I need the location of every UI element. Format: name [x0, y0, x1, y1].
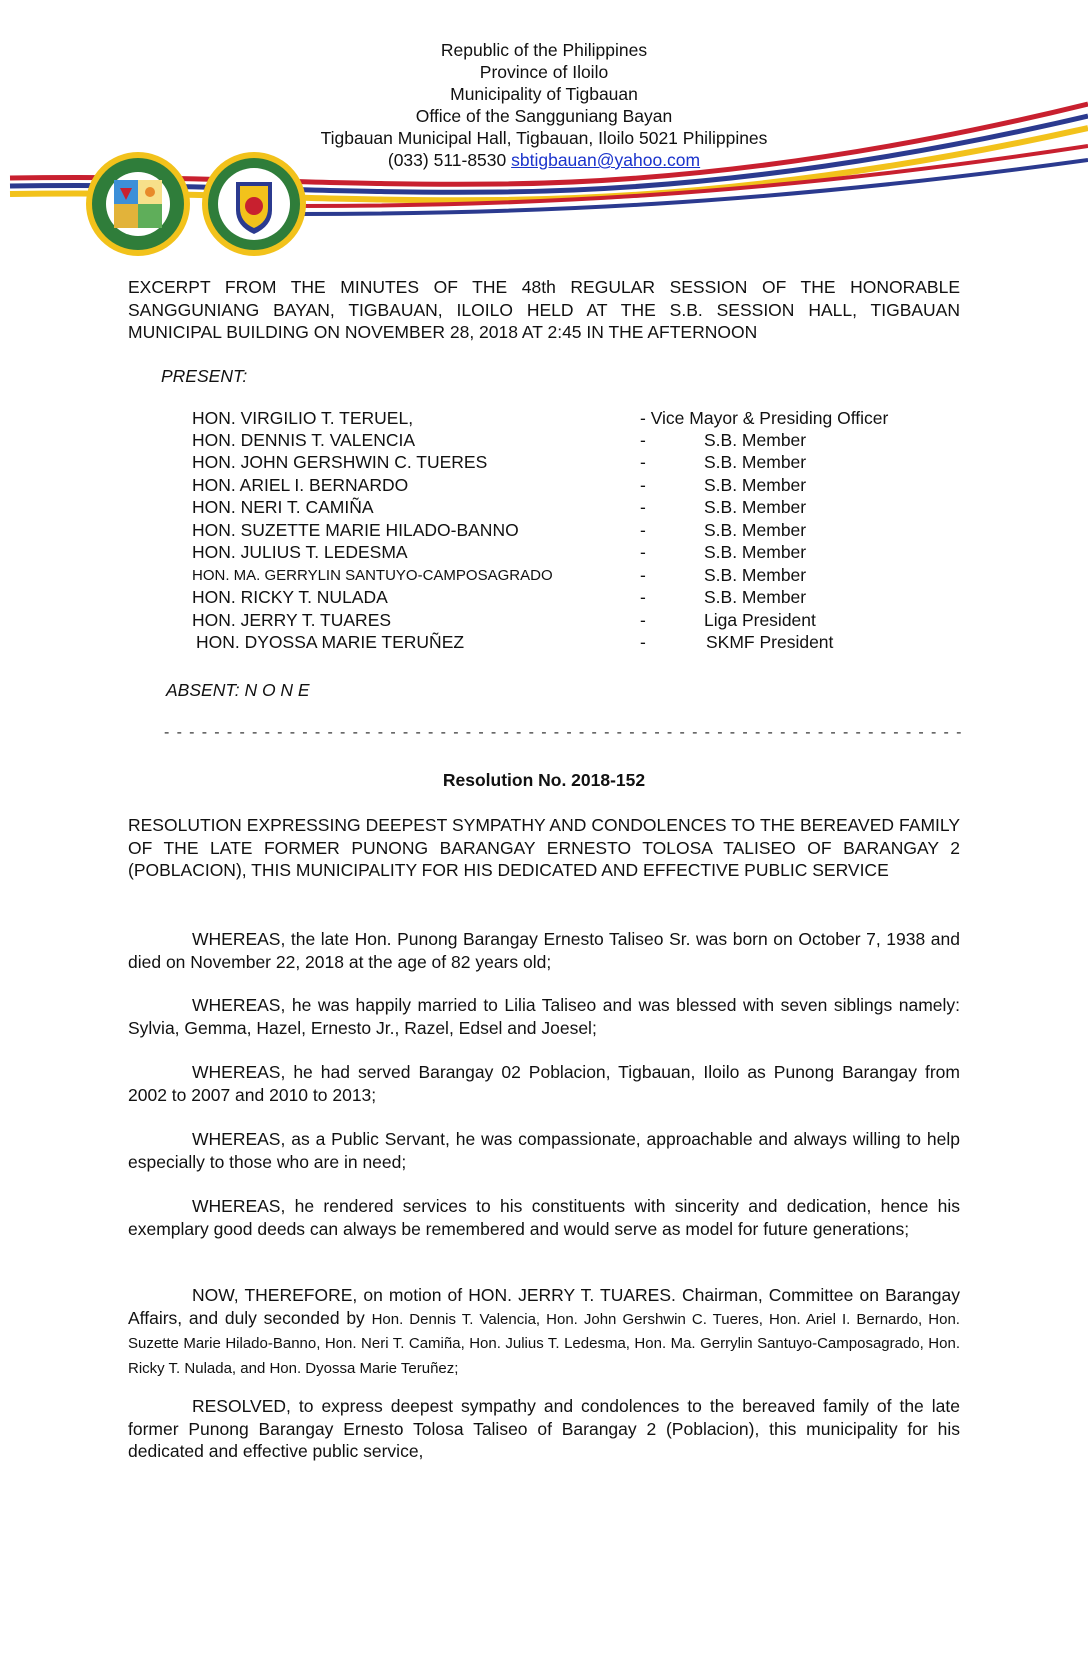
attendee-name: HON. VIRGILIO T. TERUEL, [192, 408, 414, 428]
attendee-position: - Vice Mayor & Presiding Officer [640, 408, 889, 428]
whereas-5: WHEREAS, he rendered services to his constituents with sincerity and dedication, hence his exemplary good deeds can always be remembered and would serve as model for future generations; [128, 1196, 960, 1239]
attendee-name: HON. DYOSSA MARIE TERUÑEZ [196, 632, 465, 652]
attendee-row [0, 475, 1088, 497]
attendee-position: Liga President [704, 610, 816, 630]
excerpt-heading: EXCERPT FROM THE MINUTES OF THE 48th REGULAR SESSION OF THE HONORABLE SANGGUNIANG BAYAN, TIGBAUAN, ILOILO HELD AT THE S.B. SESSION HALL, TIGBAUAN MUNICIPAL BUILDING ON NOVEMBER 28, 2018 AT 2:45 IN THE AFTERNOON [128, 277, 960, 342]
attendee-position: S.B. Member [704, 430, 807, 450]
attendee-dash: - [640, 565, 646, 585]
whereas-3: WHEREAS, he had served Barangay 02 Poblacion, Tigbauan, Iloilo as Punong Barangay from 2002 to 2007 and 2010 to 2013; [128, 1062, 960, 1105]
whereas-1: WHEREAS, the late Hon. Punong Barangay Ernesto Taliseo Sr. was born on October 7, 1938 and died on November 22, 2018 at the age of 82 years old; [128, 929, 960, 972]
attendee-position: S.B. Member [704, 565, 807, 585]
attendee-row [0, 408, 1088, 430]
attendee-row [0, 610, 1088, 632]
attendee-row [0, 632, 1088, 654]
now-therefore-paragraph [128, 1284, 960, 1380]
header-contact [0, 149, 1088, 171]
attendee-row [0, 452, 1088, 474]
attendee-name: HON. SUZETTE MARIE HILADO-BANNO [192, 520, 519, 540]
attendee-dash: - [640, 497, 646, 517]
attendee-dash: - [640, 542, 646, 562]
attendee-name: HON. JERRY T. TUARES [192, 610, 392, 630]
header-office: Office of the Sangguniang Bayan [415, 106, 673, 126]
attendee-row [0, 587, 1088, 609]
attendee-dash: - [640, 632, 646, 652]
attendee-name: HON. DENNIS T. VALENCIA [192, 430, 416, 450]
attendee-name: HON. MA. GERRYLIN SANTUYO-CAMPOSAGRADO [192, 567, 553, 584]
header-phone: (033) 511-8530 [387, 150, 507, 170]
attendee-name: HON. JULIUS T. LEDESMA [192, 542, 408, 562]
resolved-paragraph: RESOLVED, to express deepest sympathy and condolences to the bereaved family of the late former Punong Barangay Ernesto Tolosa Taliseo of Barangay 2 (Poblacion), this municipality for his dedicated and effective public service, [128, 1396, 960, 1461]
now-therefore-main: NOW, THEREFORE, on motion of HON. JERRY T. TUARES. Chairman, Committee on Barangay Affairs, and duly seconded by [128, 1285, 960, 1328]
attendee-dash: - [640, 430, 646, 450]
attendee-position: S.B. Member [704, 497, 807, 517]
header-address: Tigbauan Municipal Hall, Tigbauan, Iloilo 5021 Philippines [320, 128, 768, 148]
attendee-name: HON. RICKY T. NULADA [192, 587, 388, 607]
attendee-row [0, 520, 1088, 542]
attendee-dash: - [640, 610, 646, 630]
resolution-title: RESOLUTION EXPRESSING DEEPEST SYMPATHY AND CONDOLENCES TO THE BEREAVED FAMILY OF THE LATE FORMER PUNONG BARANGAY ERNESTO TOLOSA TALISEO OF BARANGAY 2 (POBLACION), THIS MUNICIPALITY FOR HIS DEDICATED AND EFFECTIVE PUBLIC SERVICE [128, 815, 960, 880]
attendee-dash: - [640, 520, 646, 540]
whereas-4: WHEREAS, as a Public Servant, he was compassionate, approachable and always willing to help especially to those who are in need; [128, 1129, 960, 1172]
attendee-dash: - [640, 587, 646, 607]
attendee-dash: - [640, 452, 646, 472]
attendee-name: HON. ARIEL I. BERNARDO [192, 475, 409, 495]
header-republic: Republic of the Philippines [440, 40, 648, 60]
present-label: PRESENT: [161, 366, 248, 386]
attendee-row [0, 497, 1088, 519]
attendee-position: S.B. Member [704, 587, 807, 607]
attendee-row [0, 430, 1088, 452]
header-email-link[interactable]: sbtigbauan@yahoo.com [511, 150, 701, 170]
whereas-2: WHEREAS, he was happily married to Lilia Taliseo and was blessed with seven siblings namely: Sylvia, Gemma, Hazel, Ernesto Jr., Razel, Edsel and Joesel; [128, 995, 960, 1038]
resolution-number: Resolution No. 2018-152 [442, 770, 646, 790]
attendee-position: S.B. Member [704, 542, 807, 562]
attendee-position: S.B. Member [704, 475, 807, 495]
attendee-dash: - [640, 475, 646, 495]
attendee-position: S.B. Member [704, 520, 807, 540]
header-province: Province of Iloilo [479, 62, 609, 82]
attendee-row [0, 542, 1088, 564]
attendee-position: S.B. Member [704, 452, 807, 472]
separator-line: - - - - - - - - - - - - - - - - - - - - - - - - - - - - - - - - - - - - - - - - - - - - - - - - - - - - - - - - - - - - - - - - [164, 724, 963, 741]
attendee-name: HON. JOHN GERSHWIN C. TUERES [192, 452, 488, 472]
attendee-row [0, 565, 1088, 587]
header-municipality: Municipality of Tigbauan [450, 84, 638, 104]
absent-label: ABSENT: N O N E [166, 680, 310, 700]
now-therefore-seconders: Hon. Dennis T. Valencia, Hon. John Gershwin C. Tueres, Hon. Ariel I. Bernardo, Hon. Suzette Marie Hilado-Banno, Hon. Neri T. Camiña, Hon. Julius T. Ledesma, Hon. Ma. Gerrylin Santuyo-Camposagrado, Hon. Ricky T. Nulada, and Hon. Dyossa Marie Teruñez; [128, 1310, 960, 1377]
attendee-name: HON. NERI T. CAMIÑA [192, 497, 374, 517]
attendee-position: SKMF President [706, 632, 834, 652]
